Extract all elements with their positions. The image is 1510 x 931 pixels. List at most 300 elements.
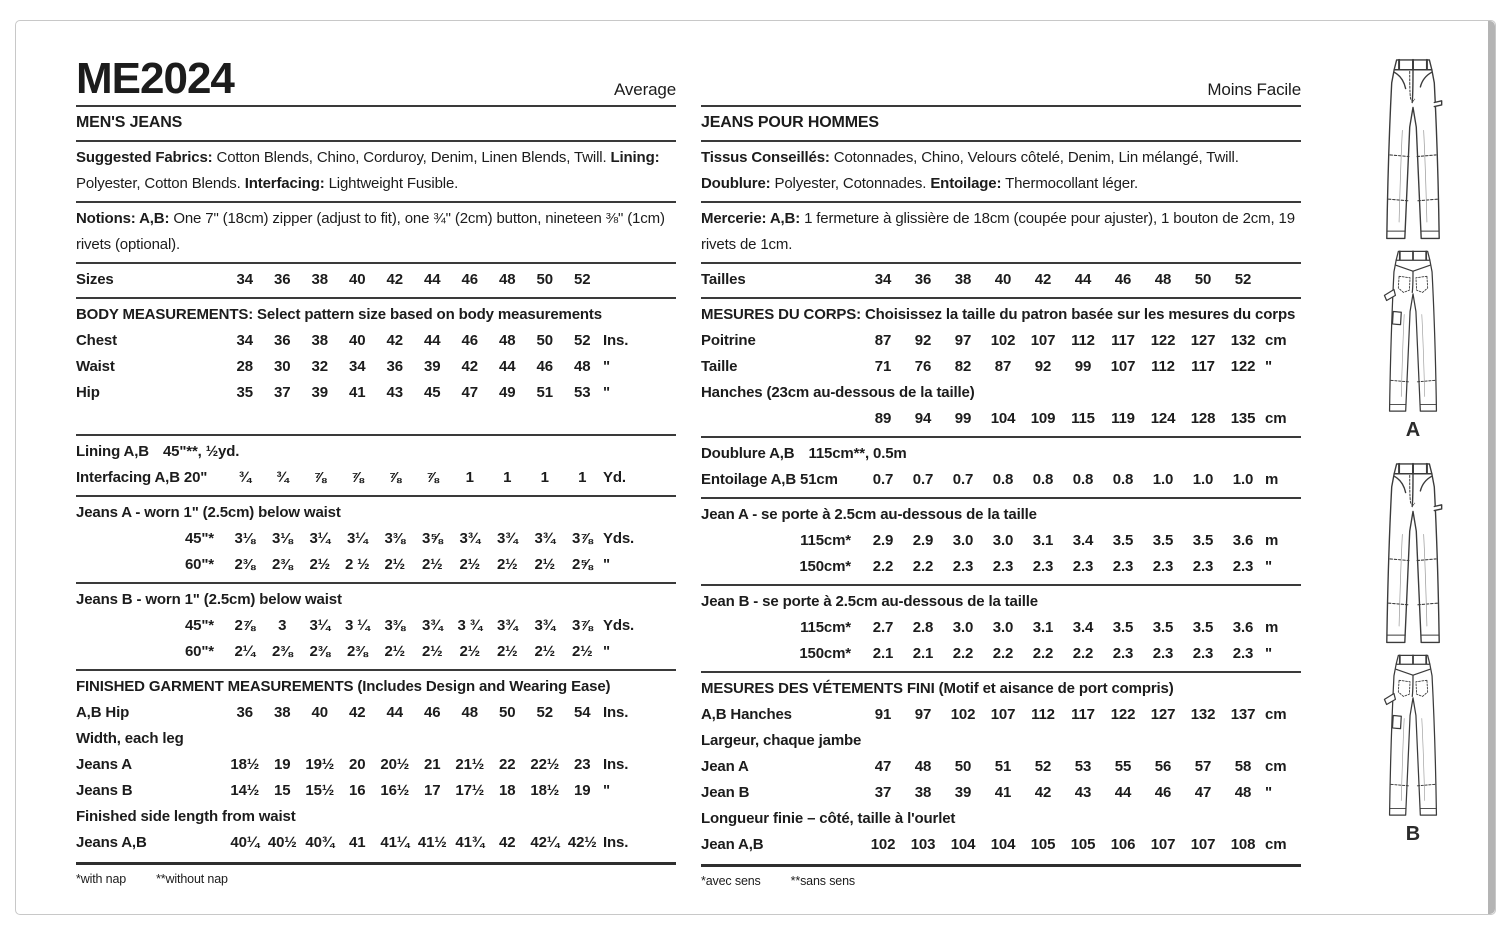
measurement-value: 48 — [574, 358, 591, 375]
measurement-value: 3¼ — [309, 530, 331, 547]
measurement-value: 48 — [499, 271, 516, 288]
jeans-b-heading-en: Jeans B - worn 1" (2.5cm) below waist — [76, 591, 342, 608]
unit-label: " — [1265, 358, 1272, 375]
view-b-label: B — [1405, 823, 1421, 845]
measurement-value: 50 — [954, 758, 972, 775]
measurement-value: 2.3 — [952, 558, 974, 575]
table-subheading: Largeur, chaque jambe — [701, 732, 862, 749]
jean-b-heading-fr: Jean B - se porte à 2.5cm au-dessous de la taille — [701, 593, 1038, 610]
row-label: Hip — [76, 384, 100, 401]
measurement-value: 2.3 — [1232, 645, 1254, 662]
measurement-value: 3¼ — [309, 617, 331, 634]
measurement-value: 3¾ — [421, 617, 443, 634]
measurement-value: 42 — [461, 358, 478, 375]
measurement-value: 57 — [1194, 758, 1212, 775]
row-label: 150cm* — [799, 558, 851, 575]
measurement-value: 44 — [1114, 784, 1132, 801]
measurement-value: 51 — [536, 384, 553, 401]
divider — [76, 105, 676, 107]
measurement-row — [701, 441, 1301, 467]
measurement-value: 2½ — [459, 556, 481, 573]
unit-label: m — [1265, 619, 1279, 636]
row-label: 45"* — [184, 617, 214, 634]
measurement-value: 34 — [874, 271, 892, 288]
measurement-value: 112 — [1071, 332, 1095, 349]
measurement-row — [76, 354, 676, 380]
measurement-value: 1 — [465, 469, 474, 486]
measurement-value: 109 — [1030, 410, 1056, 427]
measurement-row — [76, 439, 676, 465]
measurement-value: 36 — [386, 358, 403, 375]
jean-a-heading-fr: Jean A - se porte à 2.5cm au-dessous de la taille — [701, 506, 1037, 523]
measurement-value: 3.1 — [1032, 532, 1054, 549]
unit-label: m — [1265, 532, 1279, 549]
measurement-value: 3.1 — [1032, 619, 1054, 636]
measurement-value: 40 — [349, 332, 366, 349]
finished-measurements-table-en — [76, 700, 676, 856]
unit-label: " — [603, 358, 610, 375]
measurement-value: 34 — [236, 332, 253, 349]
measurement-value: 19 — [574, 782, 591, 799]
measurement-value: 52 — [1234, 271, 1252, 288]
measurement-row — [701, 554, 1301, 580]
measurement-value: 41 — [349, 834, 366, 851]
divider — [76, 669, 676, 671]
measurement-value: 132 — [1190, 706, 1216, 723]
divider — [701, 201, 1301, 203]
measurement-value: 107 — [990, 706, 1016, 723]
measurement-row — [76, 613, 676, 639]
measurement-value: 50 — [536, 271, 553, 288]
measurement-value: 2.3 — [1032, 558, 1054, 575]
measurement-value: 41¾ — [455, 834, 485, 851]
table-subheading: Width, each leg — [76, 730, 184, 747]
measurement-value: 2½ — [496, 556, 518, 573]
row-label: Lining A,B — [76, 443, 149, 460]
notions-paragraph-en — [76, 206, 676, 258]
footnote-without-nap: **without nap — [156, 872, 228, 886]
measurement-value: 2.3 — [1152, 645, 1174, 662]
measurement-value: 3¾ — [534, 530, 556, 547]
measurement-row — [76, 639, 676, 665]
text: Polyester, Cotton Blends. — [76, 175, 245, 192]
measurement-value: 2.8 — [912, 619, 934, 636]
measurement-value: ⅞ — [426, 469, 439, 486]
divider — [76, 297, 676, 299]
measurement-value: 52 — [536, 704, 553, 721]
spacer — [76, 406, 676, 430]
measurement-value: 103 — [910, 836, 936, 853]
measurement-value: 37 — [274, 384, 291, 401]
measurement-value: ¾ — [276, 469, 289, 486]
measurement-value: 32 — [311, 358, 328, 375]
measurement-value: 87 — [994, 358, 1012, 375]
view-b-back-illustration — [1374, 651, 1452, 821]
row-label: Jean A — [701, 758, 749, 775]
measurement-value: 92 — [914, 332, 932, 349]
measurement-value: 40¼ — [230, 834, 260, 851]
measurement-value: 124 — [1150, 410, 1176, 427]
measurement-value: 39 — [954, 784, 972, 801]
measurement-value: 117 — [1191, 358, 1215, 375]
measurement-row — [76, 465, 676, 491]
unit-label: " — [603, 643, 610, 660]
measurement-value: 1 — [503, 469, 512, 486]
header-row-fr — [701, 51, 1301, 101]
row-label: Jean A,B — [701, 836, 764, 853]
measurement-row — [701, 406, 1301, 432]
text: Cotton Blends, Chino, Corduroy, Denim, Linen Blends, Twill. — [212, 149, 611, 166]
measurement-row — [701, 528, 1301, 554]
unit-label: Yds. — [603, 617, 635, 634]
measurement-value: 104 — [990, 410, 1016, 427]
measurement-value: 1 — [540, 469, 549, 486]
measurement-value: 2.1 — [872, 645, 894, 662]
measurement-value: 117 — [1111, 332, 1135, 349]
measurement-value: 42 — [349, 704, 366, 721]
measurement-value: 107 — [1150, 836, 1176, 853]
measurement-value: 87 — [874, 332, 892, 349]
measurement-value: 3.6 — [1232, 532, 1254, 549]
row-label: 150cm* — [799, 645, 851, 662]
measurement-value: 36 — [274, 271, 291, 288]
jean-b-yardage-table-fr — [701, 615, 1301, 667]
measurement-value: 34 — [349, 358, 366, 375]
measurement-value: 18½ — [530, 782, 560, 799]
jeans-b-yardage-table-en — [76, 613, 676, 665]
divider — [701, 671, 1301, 673]
divider-thick — [76, 862, 676, 865]
measurement-value: 0.8 — [1112, 471, 1134, 488]
table-subheading: Longueur finie – côté, taille à l'ourlet — [701, 810, 956, 827]
measurement-value: 122 — [1110, 706, 1136, 723]
body-measurements-table-fr — [701, 328, 1301, 432]
divider — [701, 297, 1301, 299]
measurement-value: 52 — [574, 271, 591, 288]
measurement-value: 2¼ — [234, 643, 256, 660]
measurement-value: 3 — [278, 617, 287, 634]
measurement-value: 105 — [1030, 836, 1056, 853]
unit-label: Yds. — [603, 530, 635, 547]
measurement-value: 44 — [499, 358, 516, 375]
measurement-value: 48 — [1154, 271, 1172, 288]
measurement-value: 50 — [536, 332, 553, 349]
french-column — [701, 51, 1301, 888]
measurement-row — [701, 832, 1301, 858]
measurement-value: 71 — [874, 358, 892, 375]
measurement-row — [701, 780, 1301, 806]
view-a-label: A — [1405, 419, 1421, 441]
measurement-value: 17 — [424, 782, 441, 799]
row-label: Jeans A,B — [76, 834, 147, 851]
bold-text: Doublure: — [701, 175, 771, 192]
pattern-number: ME2024 — [76, 54, 234, 103]
measurement-value: 2.3 — [992, 558, 1014, 575]
measurement-value: 2½ — [534, 643, 556, 660]
measurement-value: ⅞ — [351, 469, 364, 486]
divider — [701, 105, 1301, 107]
unit-label: Ins. — [603, 704, 629, 721]
text: 1 fermeture à glissière de 18cm (coupée pour ajuster), 1 bouton de 2cm, 19 rivets de 1cm. — [701, 210, 1295, 253]
measurement-value: 21½ — [455, 756, 485, 773]
measurement-value: 56 — [1154, 758, 1172, 775]
measurement-value: 122 — [1230, 358, 1256, 375]
text: Lightweight Fusible. — [324, 175, 459, 192]
measurement-value: 43 — [386, 384, 403, 401]
measurement-value: 22 — [499, 756, 516, 773]
measurement-value: 53 — [574, 384, 591, 401]
divider — [701, 497, 1301, 499]
measurement-value: 42 — [386, 271, 403, 288]
measurement-value: 107 — [1030, 332, 1056, 349]
measurement-value: 0.7 — [912, 471, 934, 488]
measurement-value: 97 — [914, 706, 932, 723]
measurement-value: 50 — [499, 704, 516, 721]
measurement-value: 2½ — [421, 643, 443, 660]
measurement-value: 0.8 — [1072, 471, 1094, 488]
measurement-row — [701, 467, 1301, 493]
measurement-value: 2⅜ — [346, 643, 368, 660]
measurement-value: 2½ — [496, 643, 518, 660]
measurement-value: 99 — [954, 410, 972, 427]
measurement-row — [701, 328, 1301, 354]
unit-label: m — [1265, 471, 1279, 488]
measurement-value: 38 — [311, 271, 328, 288]
row-label: Jean B — [701, 784, 750, 801]
measurement-value: 2.3 — [1192, 558, 1214, 575]
row-label: Doublure A,B — [701, 445, 795, 462]
measurement-value: 3⅛ — [234, 530, 256, 547]
measurement-value: 102 — [990, 332, 1016, 349]
measurement-value: 18 — [499, 782, 516, 799]
measurement-value: 0.7 — [872, 471, 894, 488]
measurement-value: 42 — [1034, 271, 1052, 288]
measurement-value: 2.7 — [872, 619, 894, 636]
measurement-value: 89 — [874, 410, 892, 427]
measurement-value: 2½ — [534, 556, 556, 573]
bold-text: Lining: — [610, 149, 660, 166]
measurement-value: 54 — [574, 704, 591, 721]
row-label: Jeans B — [76, 782, 133, 799]
unit-label: cm — [1265, 706, 1287, 723]
illustration-column — [1338, 55, 1488, 863]
garment-title-en: MEN'S JEANS — [76, 114, 183, 131]
measurement-value: 44 — [386, 704, 403, 721]
measurement-value: 40¾ — [305, 834, 335, 851]
measurement-value: 3.5 — [1192, 619, 1214, 636]
measurement-value: 2⅜ — [234, 556, 256, 573]
measurement-value: 42½ — [567, 834, 597, 851]
unit-label: " — [1265, 645, 1272, 662]
measurement-value: 48 — [1234, 784, 1252, 801]
measurement-value: 51 — [994, 758, 1012, 775]
measurement-value: 3.0 — [992, 619, 1014, 636]
measurement-value: 16 — [349, 782, 366, 799]
measurement-value: 46 — [461, 271, 478, 288]
measurement-value: 2⅜ — [309, 643, 331, 660]
measurement-value: 42 — [386, 332, 403, 349]
measurement-value: 41½ — [417, 834, 447, 851]
measurement-value: 94 — [914, 410, 932, 427]
measurement-value: 48 — [499, 332, 516, 349]
garment-title-fr: JEANS POUR HOMMES — [701, 114, 879, 131]
measurement-value: 47 — [874, 758, 892, 775]
measurement-value: 37 — [874, 784, 892, 801]
measurement-value: 115 — [1071, 410, 1095, 427]
measurement-value: 46 — [1154, 784, 1172, 801]
measurement-row — [701, 615, 1301, 641]
measurement-row — [701, 702, 1301, 728]
text: Thermocollant léger. — [1001, 175, 1138, 192]
header-row-en — [76, 51, 676, 101]
difficulty-label-en: Average — [614, 80, 676, 99]
measurement-value: 43 — [1074, 784, 1092, 801]
measurement-value: 2⅞ — [234, 617, 256, 634]
notions-paragraph-fr — [701, 206, 1301, 258]
text: One 7" (18cm) zipper (adjust to fit), one ¾" (2cm) button, nineteen ⅜" (1cm) rivets (optional). — [76, 210, 665, 253]
measurement-value: 38 — [914, 784, 932, 801]
measurement-value: 15½ — [305, 782, 335, 799]
bold-text: Tissus Conseillés: — [701, 149, 830, 166]
unit-label: " — [1265, 558, 1272, 575]
measurement-value: 127 — [1190, 332, 1216, 349]
measurement-value: 39 — [424, 358, 441, 375]
measurement-value: 16½ — [380, 782, 410, 799]
measurement-value: 2.3 — [1192, 645, 1214, 662]
measurement-value: 3.4 — [1072, 619, 1094, 636]
measurement-value: 2½ — [571, 643, 593, 660]
measurement-value: 104 — [950, 836, 976, 853]
measurement-value: 40 — [349, 271, 366, 288]
measurement-value: 3.4 — [1072, 532, 1094, 549]
measurement-value: 3.6 — [1232, 619, 1254, 636]
measurement-value: 108 — [1230, 836, 1256, 853]
measurement-value: 91 — [874, 706, 892, 723]
row-label: Chest — [76, 332, 117, 349]
measurement-value: 132 — [1230, 332, 1256, 349]
measurement-value: 48 — [461, 704, 478, 721]
measurement-value: 15 — [274, 782, 291, 799]
row-span-value: 45"**, ½yd. — [162, 443, 240, 460]
measurement-value: 2.2 — [1072, 645, 1094, 662]
pattern-envelope-back-page — [15, 20, 1496, 915]
table-subheading: Finished side length from waist — [76, 808, 296, 825]
measurement-value: 119 — [1111, 410, 1135, 427]
body-measurements-heading-en: BODY MEASUREMENTS: Select pattern size based on body measurements — [76, 306, 602, 323]
row-label: 115cm* — [800, 532, 851, 549]
measurement-value: 122 — [1150, 332, 1176, 349]
measurement-row — [701, 641, 1301, 667]
measurement-value: 46 — [461, 332, 478, 349]
measurement-value: 2.2 — [912, 558, 934, 575]
measurement-value: 20½ — [380, 756, 410, 773]
unit-label: " — [603, 384, 610, 401]
measurement-value: 3.5 — [1112, 532, 1134, 549]
measurement-value: 19½ — [305, 756, 335, 773]
measurement-value: 47 — [1194, 784, 1212, 801]
measurement-value: 46 — [536, 358, 553, 375]
measurement-value: 2.3 — [1112, 558, 1134, 575]
measurement-value: 44 — [424, 332, 441, 349]
row-label: Tailles — [701, 271, 746, 288]
measurement-value: 3.5 — [1112, 619, 1134, 636]
measurement-value: 99 — [1074, 358, 1092, 375]
page-edge-shadow — [1488, 21, 1495, 914]
measurement-value: 3.0 — [952, 619, 974, 636]
divider — [701, 584, 1301, 586]
view-a-back-illustration — [1374, 247, 1452, 417]
measurement-value: 41¼ — [380, 834, 410, 851]
measurement-value: 3.0 — [992, 532, 1014, 549]
measurement-value: 36 — [236, 704, 253, 721]
bold-text: Notions: A,B: — [76, 210, 170, 227]
divider — [701, 140, 1301, 142]
measurement-value: 3¾ — [459, 530, 481, 547]
measurement-value: 2 ½ — [344, 556, 370, 573]
measurement-value: 44 — [424, 271, 441, 288]
measurement-row — [76, 328, 676, 354]
finished-measurements-heading-en: FINISHED GARMENT MEASUREMENTS (Includes Design and Wearing Ease) — [76, 678, 611, 695]
measurement-value: 2.9 — [872, 532, 894, 549]
measurement-row — [76, 830, 676, 856]
footnotes-fr — [701, 874, 1301, 888]
measurement-value: 2.2 — [1032, 645, 1054, 662]
sizes-table-fr — [701, 267, 1301, 293]
measurement-value: 21 — [424, 756, 441, 773]
measurement-value: 106 — [1110, 836, 1136, 853]
measurement-value: 3⅛ — [271, 530, 293, 547]
bold-text: Entoilage: — [930, 175, 1002, 192]
divider — [76, 582, 676, 584]
divider — [701, 436, 1301, 438]
bold-text: Mercerie: A,B: — [701, 210, 801, 227]
english-column — [76, 51, 676, 886]
measurement-value: 19 — [274, 756, 291, 773]
measurement-value: 3¾ — [534, 617, 556, 634]
measurement-row — [76, 526, 676, 552]
row-label: Interfacing A,B 20" — [76, 469, 208, 486]
measurement-value: 2½ — [459, 643, 481, 660]
measurement-value: 20 — [349, 756, 366, 773]
measurement-value: 3¾ — [496, 530, 518, 547]
unit-label: cm — [1265, 410, 1287, 427]
unit-label: cm — [1265, 836, 1287, 853]
measurement-value: 44 — [1074, 271, 1092, 288]
divider — [76, 201, 676, 203]
measurement-value: 48 — [914, 758, 932, 775]
measurement-value: 36 — [914, 271, 932, 288]
divider — [76, 495, 676, 497]
measurement-value: ⅞ — [388, 469, 401, 486]
measurement-value: 3 ¾ — [457, 617, 483, 634]
measurement-value: 58 — [1234, 758, 1252, 775]
measurement-value: 2.1 — [912, 645, 934, 662]
measurement-value: 3⅜ — [384, 617, 406, 634]
measurement-value: 42¼ — [530, 834, 560, 851]
body-measurements-heading-fr: MESURES DU CORPS: Choisissez la taille du patron basée sur les mesures du corps — [701, 306, 1296, 323]
finished-measurements-table-fr — [701, 702, 1301, 858]
unit-label: Ins. — [603, 756, 629, 773]
jeans-a-heading-en: Jeans A - worn 1" (2.5cm) below waist — [76, 504, 341, 521]
measurement-value: 52 — [1034, 758, 1052, 775]
measurement-value: 40 — [994, 271, 1012, 288]
finished-measurements-heading-fr: MESURES DES VÉTEMENTS FINI (Motif et aisance de port compris) — [701, 680, 1174, 697]
measurement-value: 128 — [1190, 410, 1216, 427]
divider — [701, 262, 1301, 264]
measurement-value: 47 — [461, 384, 478, 401]
measurement-value: 127 — [1150, 706, 1176, 723]
measurement-value: 49 — [499, 384, 516, 401]
